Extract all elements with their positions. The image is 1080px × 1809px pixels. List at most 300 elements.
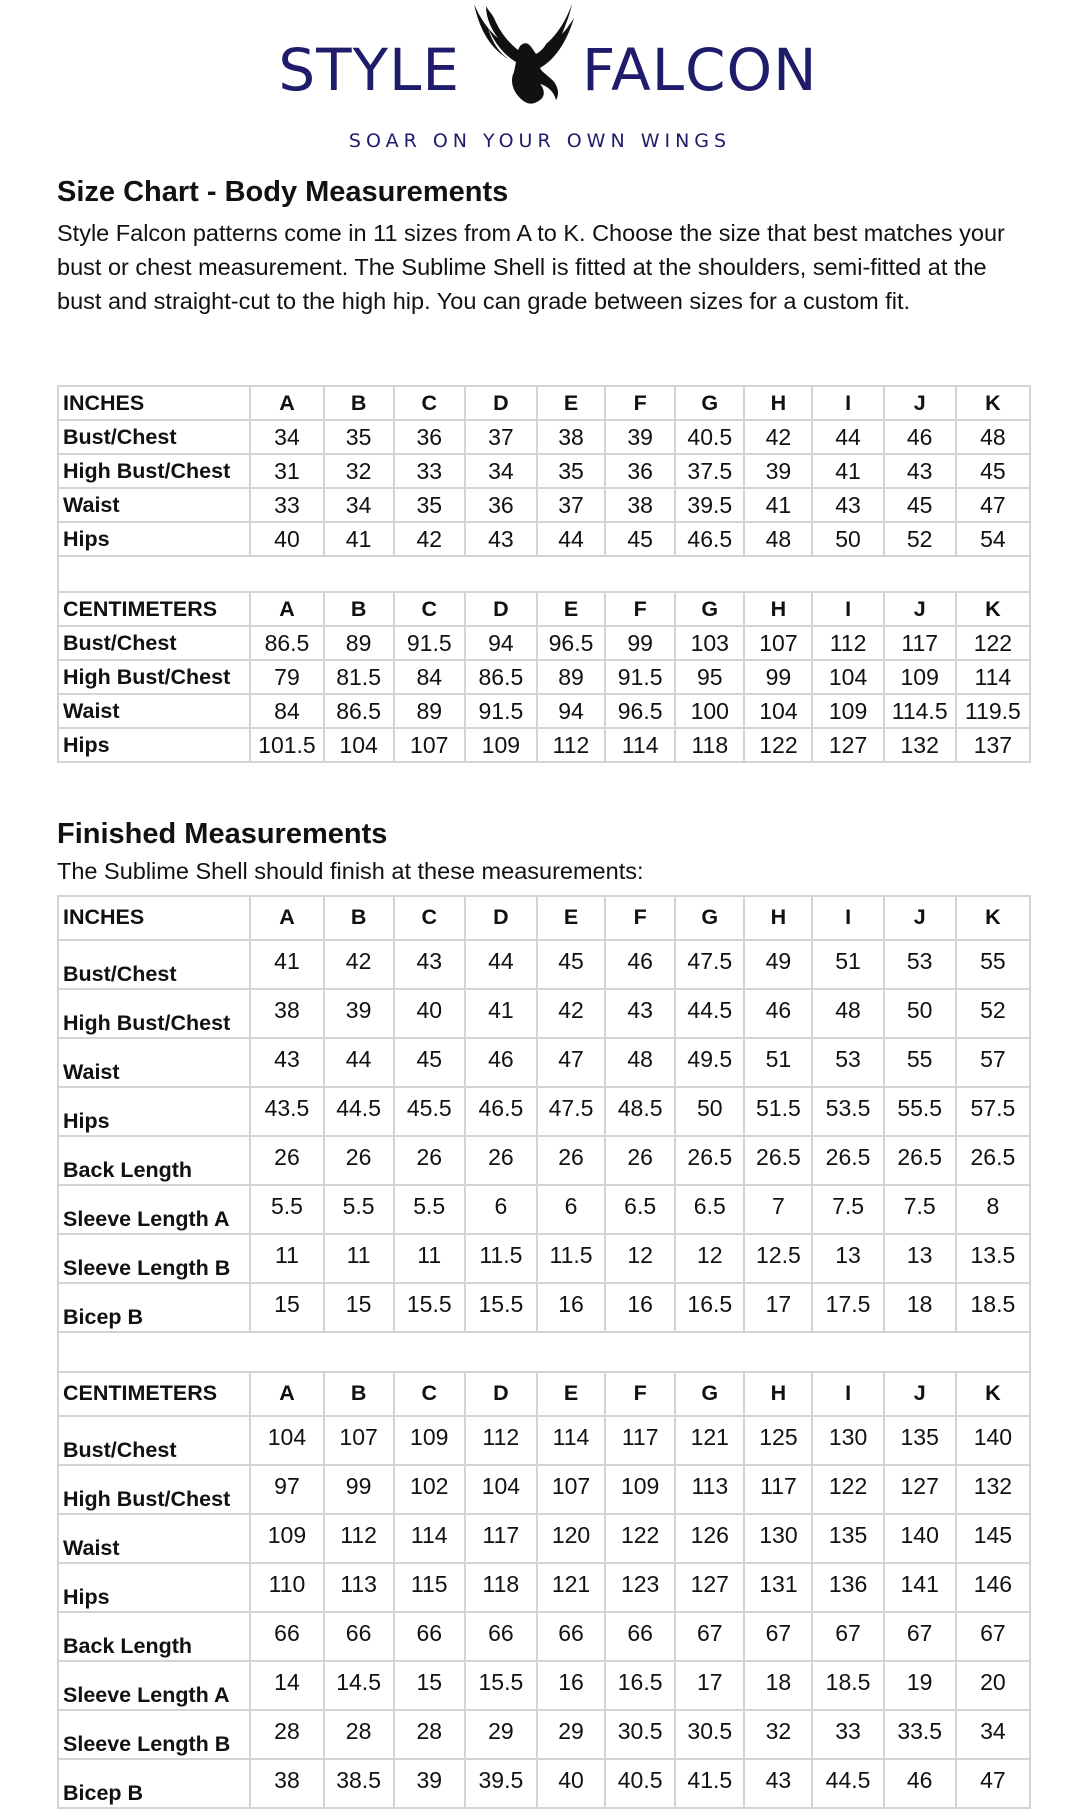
measurement-value: 67 [812, 1612, 883, 1661]
measurement-value: 86.5 [324, 694, 394, 728]
measurement-value: 45 [605, 522, 675, 556]
measurement-value: 112 [537, 728, 605, 762]
measurement-value: 35 [324, 420, 394, 454]
size-header: D [465, 386, 537, 420]
measurement-value: 18 [884, 1283, 956, 1332]
size-header: C [394, 896, 465, 940]
measurement-value: 26 [324, 1136, 394, 1185]
measurement-value: 44 [812, 420, 883, 454]
measurement-value: 47.5 [675, 940, 744, 989]
measurement-value: 26.5 [675, 1136, 744, 1185]
measurement-value: 7.5 [884, 1185, 956, 1234]
measurement-label: Back Length [58, 1136, 250, 1185]
size-header: K [956, 896, 1030, 940]
table-row [58, 488, 1030, 522]
measurement-value: 127 [812, 728, 883, 762]
measurement-value: 17.5 [812, 1283, 883, 1332]
measurement-value: 11 [324, 1234, 394, 1283]
measurement-value: 109 [605, 1465, 675, 1514]
measurement-value: 15 [324, 1283, 394, 1332]
size-header: B [324, 592, 394, 626]
measurement-value: 112 [465, 1416, 537, 1465]
measurement-label: Bust/Chest [58, 626, 250, 660]
measurement-value: 55.5 [884, 1087, 956, 1136]
size-header: E [537, 896, 605, 940]
measurement-value: 51 [812, 940, 883, 989]
measurement-value: 89 [537, 660, 605, 694]
measurement-value: 86.5 [465, 660, 537, 694]
finished-measurements-note: The Sublime Shell should finish at these measurements: [57, 858, 644, 884]
measurement-value: 117 [744, 1465, 812, 1514]
measurement-value: 45 [884, 488, 956, 522]
table-row [58, 1759, 1030, 1808]
size-header: H [744, 1372, 812, 1416]
measurement-label: High Bust/Chest [58, 989, 250, 1038]
measurement-value: 99 [605, 626, 675, 660]
measurement-value: 14 [250, 1661, 323, 1710]
size-header: I [812, 1372, 883, 1416]
measurement-value: 38 [250, 989, 323, 1038]
measurement-value: 36 [394, 420, 465, 454]
brand-tagline: SOAR ON YOUR OWN WINGS [348, 130, 732, 152]
measurement-value: 44 [537, 522, 605, 556]
measurement-label: Hips [58, 1563, 250, 1612]
body-measurements-title: Size Chart - Body Measurements [57, 176, 509, 208]
measurement-value: 38 [605, 488, 675, 522]
measurement-value: 43.5 [250, 1087, 323, 1136]
measurement-label: Hips [58, 1087, 250, 1136]
measurement-value: 67 [675, 1612, 744, 1661]
size-header: C [394, 592, 465, 626]
table-row [58, 1612, 1030, 1661]
measurement-label: High Bust/Chest [58, 454, 250, 488]
measurement-value: 102 [394, 1465, 465, 1514]
measurement-value: 109 [394, 1416, 465, 1465]
table-row [58, 1661, 1030, 1710]
measurement-label: Hips [58, 522, 250, 556]
measurement-value: 7 [744, 1185, 812, 1234]
measurement-value: 43 [884, 454, 956, 488]
measurement-value: 45.5 [394, 1087, 465, 1136]
measurement-value: 42 [537, 989, 605, 1038]
finished-inches-section [58, 896, 1030, 1332]
measurement-value: 84 [250, 694, 323, 728]
measurement-value: 17 [675, 1661, 744, 1710]
measurement-value: 32 [744, 1710, 812, 1759]
measurement-value: 49 [744, 940, 812, 989]
measurement-value: 43 [250, 1038, 323, 1087]
measurement-value: 5.5 [324, 1185, 394, 1234]
measurement-value: 96.5 [537, 626, 605, 660]
measurement-value: 96.5 [605, 694, 675, 728]
measurement-label: Sleeve Length A [58, 1661, 250, 1710]
measurement-value: 18.5 [956, 1283, 1030, 1332]
measurement-label: High Bust/Chest [58, 1465, 250, 1514]
measurement-value: 37 [537, 488, 605, 522]
measurement-value: 48 [956, 420, 1030, 454]
measurement-value: 34 [956, 1710, 1030, 1759]
measurement-value: 18 [744, 1661, 812, 1710]
measurement-value: 97 [250, 1465, 323, 1514]
measurement-value: 94 [537, 694, 605, 728]
table-row [58, 420, 1030, 454]
measurement-value: 66 [537, 1612, 605, 1661]
measurement-value: 121 [675, 1416, 744, 1465]
measurement-value: 43 [394, 940, 465, 989]
measurement-value: 26 [250, 1136, 323, 1185]
measurement-value: 16.5 [605, 1661, 675, 1710]
size-header: G [675, 592, 744, 626]
size-header: F [605, 1372, 675, 1416]
measurement-value: 95 [675, 660, 744, 694]
measurement-value: 44 [465, 940, 537, 989]
measurement-value: 37.5 [675, 454, 744, 488]
measurement-value: 112 [812, 626, 883, 660]
measurement-value: 130 [744, 1514, 812, 1563]
measurement-value: 28 [324, 1710, 394, 1759]
measurement-value: 118 [465, 1563, 537, 1612]
measurement-value: 42 [744, 420, 812, 454]
measurement-value: 28 [250, 1710, 323, 1759]
measurement-value: 6.5 [675, 1185, 744, 1234]
brand-logo [0, 0, 1080, 160]
measurement-value: 15 [394, 1661, 465, 1710]
measurement-value: 12 [605, 1234, 675, 1283]
measurement-value: 55 [884, 1038, 956, 1087]
measurement-value: 104 [324, 728, 394, 762]
measurement-value: 36 [465, 488, 537, 522]
measurement-value: 26 [537, 1136, 605, 1185]
measurement-value: 117 [465, 1514, 537, 1563]
measurement-value: 37 [465, 420, 537, 454]
measurement-value: 50 [812, 522, 883, 556]
table-row [58, 1234, 1030, 1283]
unit-header: CENTIMETERS [58, 592, 250, 626]
measurement-value: 39 [744, 454, 812, 488]
measurement-value: 29 [537, 1710, 605, 1759]
measurement-value: 16 [537, 1661, 605, 1710]
table-row [58, 940, 1030, 989]
measurement-value: 89 [324, 626, 394, 660]
measurement-value: 86.5 [250, 626, 323, 660]
measurement-value: 120 [537, 1514, 605, 1563]
measurement-value: 33.5 [884, 1710, 956, 1759]
measurement-value: 110 [250, 1563, 323, 1612]
measurement-value: 50 [884, 989, 956, 1038]
measurement-value: 30.5 [675, 1710, 744, 1759]
measurement-value: 16 [537, 1283, 605, 1332]
table-header-row [58, 592, 1030, 626]
measurement-value: 113 [675, 1465, 744, 1514]
measurement-value: 39 [324, 989, 394, 1038]
measurement-value: 39.5 [465, 1759, 537, 1808]
measurement-value: 46 [884, 1759, 956, 1808]
finished-measurements-title: Finished Measurements [57, 818, 388, 850]
measurement-value: 114.5 [884, 694, 956, 728]
measurement-value: 14.5 [324, 1661, 394, 1710]
size-header: E [537, 386, 605, 420]
measurement-value: 15.5 [394, 1283, 465, 1332]
measurement-label: Bicep B [58, 1283, 250, 1332]
table-row [58, 1087, 1030, 1136]
measurement-label: Waist [58, 1038, 250, 1087]
brand-word-right: FALCON [582, 36, 818, 104]
size-header: G [675, 896, 744, 940]
measurement-value: 122 [812, 1465, 883, 1514]
table-row [58, 989, 1030, 1038]
measurement-value: 99 [744, 660, 812, 694]
size-header: K [956, 1372, 1030, 1416]
measurement-label: Bust/Chest [58, 940, 250, 989]
measurement-value: 109 [465, 728, 537, 762]
measurement-value: 99 [324, 1465, 394, 1514]
table-row [58, 1038, 1030, 1087]
measurement-value: 146 [956, 1563, 1030, 1612]
measurement-value: 41 [250, 940, 323, 989]
measurement-value: 49.5 [675, 1038, 744, 1087]
body-measurements-intro: Style Falcon patterns come in 11 sizes from A to K. Choose the size that best matches your bust or chest measurement. The Sublime Shell is fitted at the shoulders, semi-fitted at the bust and straight-cut to the high hip. You can grade between sizes for a custom fit. [57, 220, 1005, 314]
measurement-value: 31 [250, 454, 323, 488]
measurement-value: 46 [884, 420, 956, 454]
measurement-value: 137 [956, 728, 1030, 762]
size-header: A [250, 386, 323, 420]
measurement-value: 47 [956, 1759, 1030, 1808]
finished-centimeters-section [58, 1372, 1030, 1808]
measurement-value: 45 [394, 1038, 465, 1087]
measurement-value: 114 [394, 1514, 465, 1563]
measurement-value: 48.5 [605, 1087, 675, 1136]
measurement-value: 29 [465, 1710, 537, 1759]
measurement-value: 132 [956, 1465, 1030, 1514]
measurement-value: 67 [956, 1612, 1030, 1661]
measurement-value: 57.5 [956, 1087, 1030, 1136]
measurement-value: 8 [956, 1185, 1030, 1234]
measurement-value: 47 [956, 488, 1030, 522]
table-row [58, 694, 1030, 728]
table-header-row [58, 386, 1030, 420]
measurement-value: 91.5 [394, 626, 465, 660]
measurement-value: 41 [324, 522, 394, 556]
measurement-value: 136 [812, 1563, 883, 1612]
measurement-label: Back Length [58, 1612, 250, 1661]
size-header: D [465, 896, 537, 940]
measurement-value: 47 [537, 1038, 605, 1087]
size-header: E [537, 592, 605, 626]
measurement-value: 107 [394, 728, 465, 762]
size-header: C [394, 1372, 465, 1416]
size-header: I [812, 592, 883, 626]
measurement-value: 52 [884, 522, 956, 556]
measurement-value: 132 [884, 728, 956, 762]
size-header: J [884, 896, 956, 940]
measurement-value: 67 [884, 1612, 956, 1661]
size-header: H [744, 386, 812, 420]
measurement-value: 107 [324, 1416, 394, 1465]
measurement-value: 20 [956, 1661, 1030, 1710]
measurement-value: 89 [394, 694, 465, 728]
measurement-value: 33 [812, 1710, 883, 1759]
measurement-value: 53 [884, 940, 956, 989]
measurement-value: 43 [812, 488, 883, 522]
body-centimeters-section [58, 592, 1030, 762]
measurement-value: 34 [250, 420, 323, 454]
measurement-value: 5.5 [394, 1185, 465, 1234]
measurement-value: 15 [250, 1283, 323, 1332]
measurement-value: 54 [956, 522, 1030, 556]
measurement-value: 42 [324, 940, 394, 989]
measurement-value: 131 [744, 1563, 812, 1612]
measurement-value: 109 [250, 1514, 323, 1563]
measurement-value: 113 [324, 1563, 394, 1612]
measurement-value: 119.5 [956, 694, 1030, 728]
measurement-value: 55 [956, 940, 1030, 989]
measurement-label: Sleeve Length A [58, 1185, 250, 1234]
measurement-value: 140 [956, 1416, 1030, 1465]
size-header: A [250, 592, 323, 626]
size-header: F [605, 896, 675, 940]
measurement-value: 44.5 [324, 1087, 394, 1136]
measurement-value: 91.5 [605, 660, 675, 694]
measurement-value: 26.5 [884, 1136, 956, 1185]
measurement-value: 34 [465, 454, 537, 488]
measurement-value: 125 [744, 1416, 812, 1465]
size-header: B [324, 896, 394, 940]
size-header: H [744, 896, 812, 940]
measurement-value: 13 [812, 1234, 883, 1283]
measurement-value: 45 [956, 454, 1030, 488]
measurement-value: 135 [884, 1416, 956, 1465]
measurement-value: 81.5 [324, 660, 394, 694]
brand-word-left: STYLE [278, 36, 460, 104]
measurement-label: High Bust/Chest [58, 660, 250, 694]
table-row [58, 1283, 1030, 1332]
measurement-value: 48 [744, 522, 812, 556]
measurement-label: Waist [58, 1514, 250, 1563]
size-header: I [812, 896, 883, 940]
measurement-value: 114 [956, 660, 1030, 694]
measurement-value: 6 [465, 1185, 537, 1234]
measurement-label: Waist [58, 694, 250, 728]
measurement-value: 46 [605, 940, 675, 989]
measurement-value: 26 [394, 1136, 465, 1185]
measurement-label: Bicep B [58, 1759, 250, 1808]
measurement-value: 107 [744, 626, 812, 660]
measurement-value: 43 [465, 522, 537, 556]
size-header: F [605, 386, 675, 420]
size-header: J [884, 386, 956, 420]
measurement-value: 40 [394, 989, 465, 1038]
measurement-value: 100 [675, 694, 744, 728]
measurement-value: 66 [605, 1612, 675, 1661]
measurement-value: 18.5 [812, 1661, 883, 1710]
measurement-value: 141 [884, 1563, 956, 1612]
measurement-value: 145 [956, 1514, 1030, 1563]
measurement-label: Waist [58, 488, 250, 522]
falcon-icon [470, 2, 582, 118]
measurement-label: Bust/Chest [58, 420, 250, 454]
measurement-value: 127 [675, 1563, 744, 1612]
unit-header: INCHES [58, 386, 250, 420]
measurement-value: 19 [884, 1661, 956, 1710]
measurement-value: 38 [537, 420, 605, 454]
measurement-value: 11.5 [465, 1234, 537, 1283]
table-row [58, 1514, 1030, 1563]
measurement-value: 33 [250, 488, 323, 522]
measurement-value: 44 [324, 1038, 394, 1087]
measurement-value: 140 [884, 1514, 956, 1563]
measurement-value: 41 [812, 454, 883, 488]
measurement-value: 107 [537, 1465, 605, 1514]
measurement-value: 117 [605, 1416, 675, 1465]
measurement-value: 42 [394, 522, 465, 556]
measurement-value: 40.5 [675, 420, 744, 454]
measurement-value: 30.5 [605, 1710, 675, 1759]
measurement-value: 15.5 [465, 1283, 537, 1332]
measurement-value: 13.5 [956, 1234, 1030, 1283]
measurement-value: 17 [744, 1283, 812, 1332]
measurement-value: 26.5 [956, 1136, 1030, 1185]
measurement-value: 16 [605, 1283, 675, 1332]
measurement-value: 50 [675, 1087, 744, 1136]
measurement-value: 101.5 [250, 728, 323, 762]
measurement-value: 115 [394, 1563, 465, 1612]
unit-header: INCHES [58, 896, 250, 940]
table-spacer [58, 556, 1030, 592]
measurement-value: 39.5 [675, 488, 744, 522]
measurement-value: 7.5 [812, 1185, 883, 1234]
table-header-row [58, 1372, 1030, 1416]
measurement-value: 127 [884, 1465, 956, 1514]
measurement-value: 39 [605, 420, 675, 454]
measurement-value: 41 [465, 989, 537, 1038]
size-header: K [956, 592, 1030, 626]
measurement-value: 44.5 [812, 1759, 883, 1808]
measurement-value: 39 [394, 1759, 465, 1808]
size-header: A [250, 896, 323, 940]
table-row [58, 660, 1030, 694]
size-header: G [675, 1372, 744, 1416]
table-spacer [58, 1332, 1030, 1372]
measurement-value: 34 [324, 488, 394, 522]
measurement-value: 32 [324, 454, 394, 488]
measurement-value: 103 [675, 626, 744, 660]
table-row [58, 728, 1030, 762]
measurement-value: 43 [605, 989, 675, 1038]
measurement-value: 35 [394, 488, 465, 522]
measurement-value: 26.5 [812, 1136, 883, 1185]
size-header: F [605, 592, 675, 626]
size-header: K [956, 386, 1030, 420]
body-inches-section [58, 386, 1030, 556]
measurement-value: 135 [812, 1514, 883, 1563]
size-header: J [884, 1372, 956, 1416]
table-header-row [58, 896, 1030, 940]
size-header: C [394, 386, 465, 420]
measurement-value: 57 [956, 1038, 1030, 1087]
measurement-value: 91.5 [465, 694, 537, 728]
size-header: D [465, 592, 537, 626]
measurement-value: 66 [394, 1612, 465, 1661]
measurement-value: 48 [605, 1038, 675, 1087]
measurement-value: 40.5 [605, 1759, 675, 1808]
measurement-value: 67 [744, 1612, 812, 1661]
measurement-value: 53.5 [812, 1087, 883, 1136]
measurement-value: 79 [250, 660, 323, 694]
table-row [58, 1185, 1030, 1234]
measurement-value: 5.5 [250, 1185, 323, 1234]
table-row [58, 1563, 1030, 1612]
measurement-value: 66 [465, 1612, 537, 1661]
